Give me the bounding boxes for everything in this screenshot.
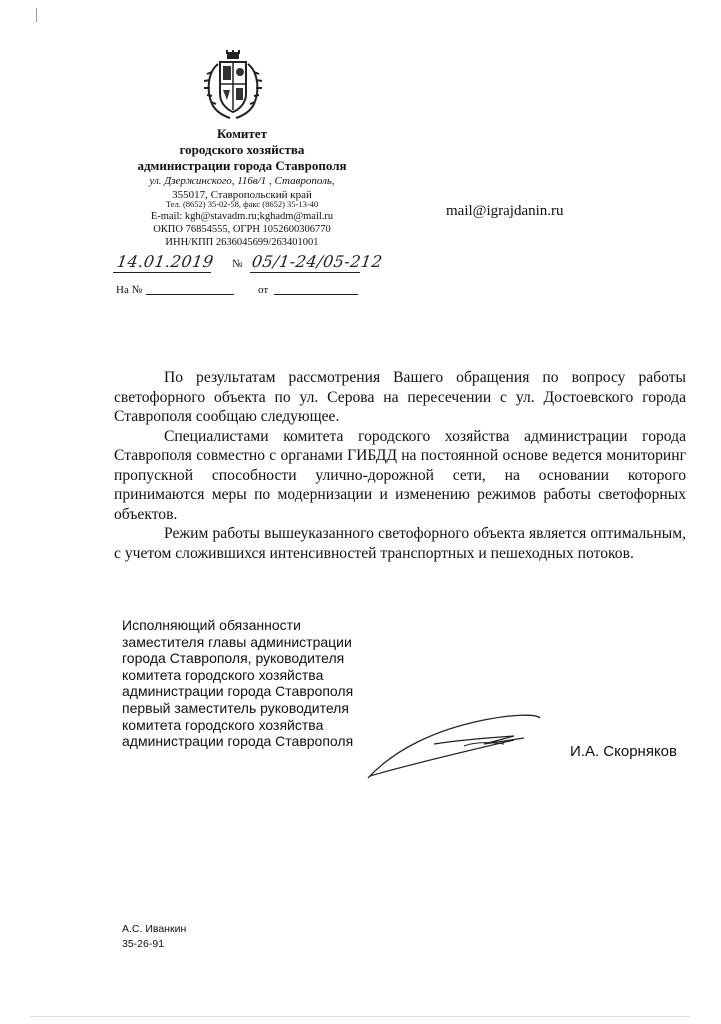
body-paragraph: Специалистами комитета городского хозяйства администрации города Ставрополя совместно с органами ГИБДД на постоянной основе ведется мониторинг пропускной способности улично-дорожной сети, на основании которого принимаются меры по модернизации и изменению режимов работы светофорных объектов. <box>114 427 686 523</box>
reply-to-label: На № <box>116 284 143 296</box>
body-paragraph: По результатам рассмотрения Вашего обращения по вопросу работы светофорного объекта по ул. Серова на пересечении с ул. Достоевского города Ставрополя сообщаю следующее. <box>114 369 686 425</box>
recipient-email: mail@igrajdanin.ru <box>446 203 564 219</box>
inn-kpp: ИНН/КПП 2636045699/263401001 <box>165 237 319 248</box>
executor-phone: 35-26-91 <box>122 938 165 950</box>
phone-fax: Тел. (8652) 35-02-58, факс (8652) 35-13-40 <box>165 199 319 209</box>
address-line-2: 355017, Ставропольский край <box>172 189 312 201</box>
reply-to-line <box>146 294 234 295</box>
body-paragraph: Режим работы вышеуказанного светофорного объекта является оптимальным, с учетом сложившихся интенсивностей транспортных и пешеходных потоков. <box>114 525 686 562</box>
signatory-title-line: города Ставрополя, руководителя <box>122 650 345 667</box>
executor-info <box>122 922 186 952</box>
executor-name: А.С. Иванкин <box>122 923 187 935</box>
org-name-line-2: городского хозяйства <box>179 142 305 157</box>
signatory-title-line: заместителя главы администрации <box>122 633 352 650</box>
signatory-title-line: Исполняющий обязанности <box>122 617 301 633</box>
signatory-title-line: первый заместитель руководителя <box>122 699 349 716</box>
signatory-title <box>122 617 392 750</box>
org-name-line-3: администрации города Ставрополя <box>137 158 347 173</box>
signatory-title-line: администрации города Ставрополя <box>122 683 354 700</box>
reply-date-label: от <box>258 284 269 296</box>
letter-date: 14.01.2019 <box>115 252 215 271</box>
date-underline <box>113 272 211 273</box>
signatory-title-line: комитета городского хозяйства <box>122 666 324 683</box>
coat-of-arms-icon <box>200 50 266 120</box>
address-line-1: ул. Дзержинского, 116в/1 , Ставрополь, <box>149 175 335 187</box>
reply-date-line <box>274 294 358 295</box>
number-prefix: № <box>232 258 243 270</box>
signer-name: И.А. Скорняков <box>570 743 677 760</box>
letter-body <box>114 368 686 563</box>
number-underline <box>250 272 360 273</box>
scan-mark <box>36 8 37 22</box>
signatory-title-line: администрации города Ставрополя <box>122 733 354 750</box>
org-name-line-1: Комитет <box>217 126 267 141</box>
org-email: E-mail: kgh@stavadm.ru;kghadm@mail.ru <box>150 211 334 222</box>
handwritten-signature <box>364 700 544 780</box>
okpo-ogrn: ОКПО 76854555, ОГРН 1052600306770 <box>153 224 331 235</box>
scan-edge <box>30 1016 690 1017</box>
letter-number: 05/1-24/05-212 <box>250 252 384 271</box>
signatory-title-line: комитета городского хозяйства <box>122 716 324 733</box>
